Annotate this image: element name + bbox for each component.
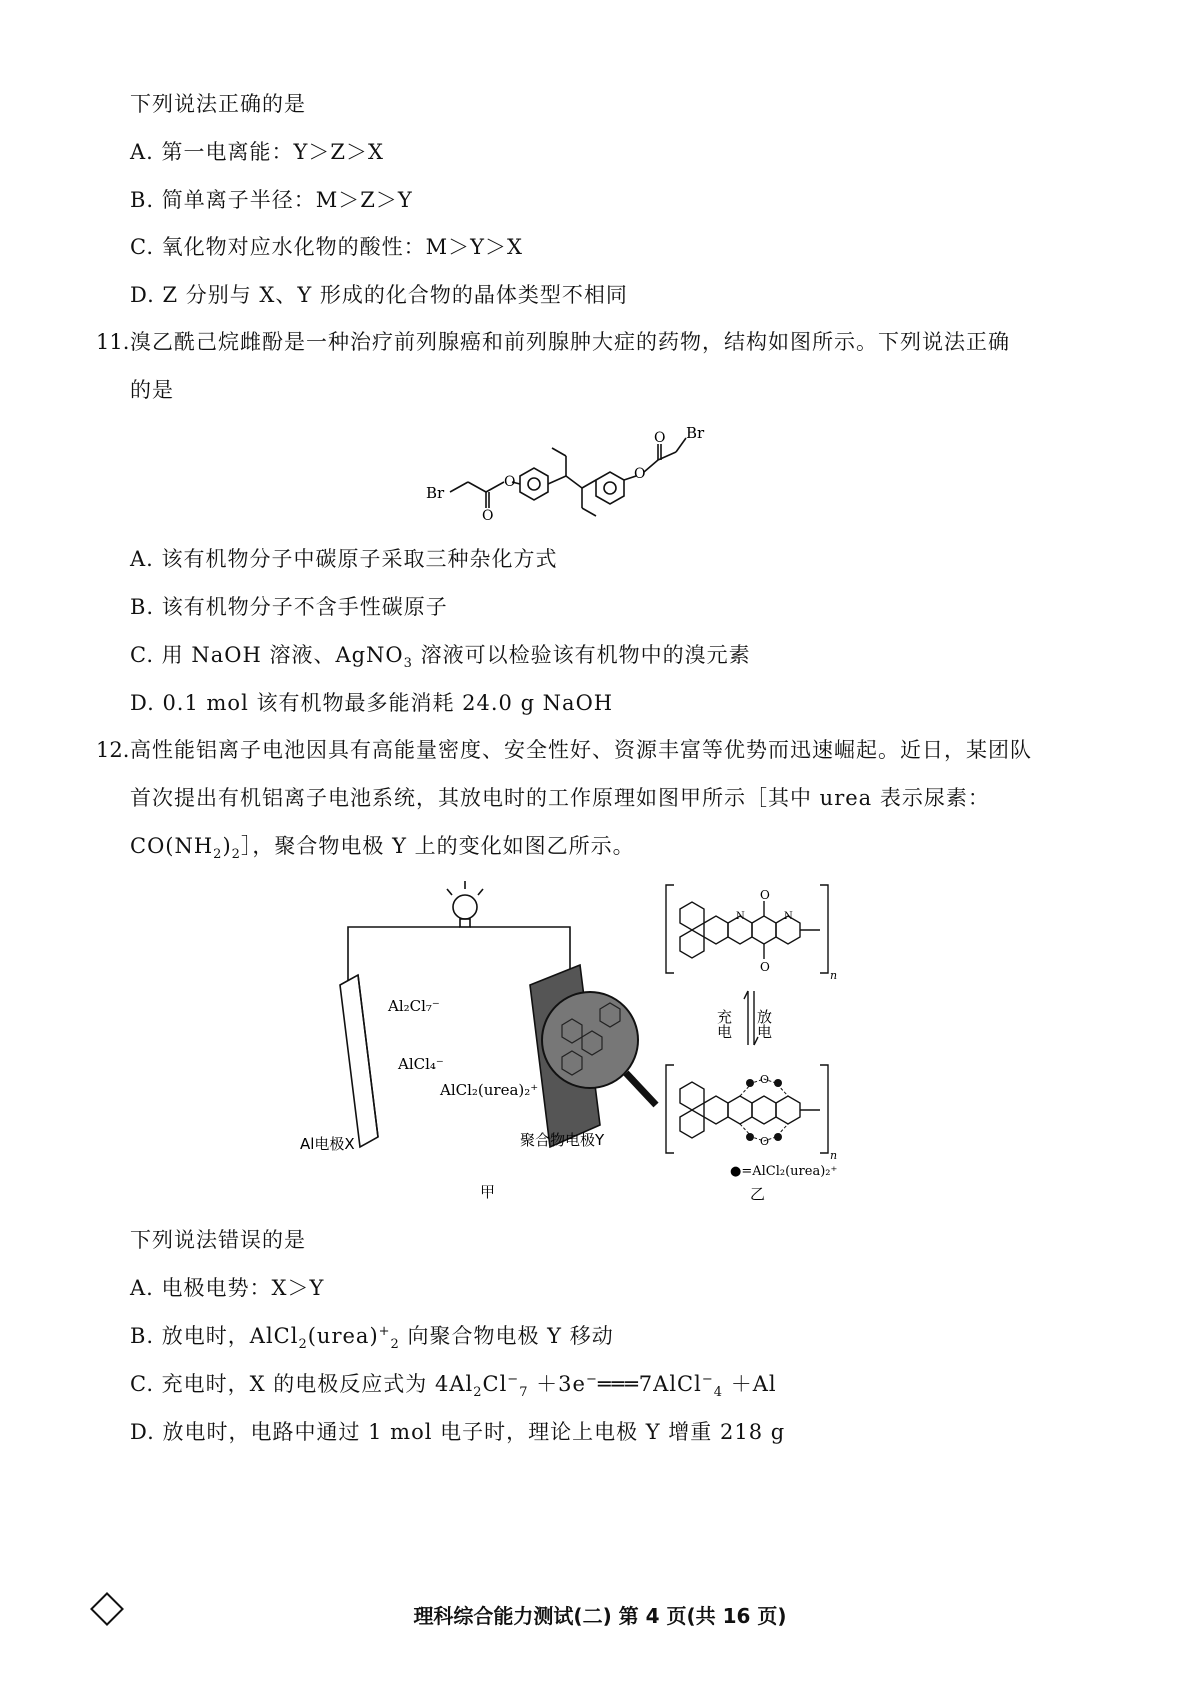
- bottom-o-label-2: O: [760, 1135, 770, 1148]
- q12-c-sub3: 4: [713, 1385, 724, 1401]
- q12-c-mid1: Cl: [482, 1372, 508, 1396]
- q12-figure-yi: [660, 875, 870, 1205]
- q11-stem-line1: 溴乙酰己烷雌酚是一种治疗前列腺癌和前列腺肿大症的药物，结构如图所示。下列说法正确: [130, 330, 1010, 354]
- q12-figure-jia: [300, 875, 680, 1215]
- q12-number: 12.: [96, 738, 130, 762]
- q11-o-label-4: O: [654, 430, 666, 446]
- q11-option-d: D. 0.1 mol 该有机物最多能消耗 24.0 g NaOH: [130, 691, 614, 715]
- q12-stem3-sub: 2: [213, 847, 223, 863]
- q12-stem3-pre: CO(NH: [130, 834, 214, 858]
- q12-b-sub2: 2: [390, 1337, 400, 1353]
- q12-c-sup3: −: [701, 1372, 714, 1387]
- q12-c-sup1: −: [507, 1372, 520, 1387]
- q11-molecule-structure: [420, 420, 720, 530]
- q11-o-label-2: O: [482, 508, 494, 524]
- q12-c-sub1: 2: [473, 1385, 483, 1401]
- top-n-label-2: N: [784, 911, 793, 922]
- q12-stem-end: 下列说法错误的是: [130, 1228, 306, 1252]
- q12-b-sub: 2: [298, 1337, 308, 1353]
- q12-c-post: ＋Al: [723, 1372, 777, 1396]
- q10-option-c: C. 氧化物对应水化物的酸性：M＞Y＞X: [130, 235, 523, 259]
- q11-option-c-sub: 3: [403, 656, 413, 672]
- q10-stem-end: 下列说法正确的是: [130, 92, 306, 116]
- q12-b-pre: B. 放电时，AlCl: [130, 1324, 299, 1348]
- q12-option-b: [130, 1322, 614, 1353]
- top-n-subscript: n: [830, 969, 838, 982]
- q11-stem-line2: 的是: [130, 378, 174, 402]
- page-footer: 理科综合能力测试(二) 第 4 页(共 16 页): [413, 1604, 787, 1628]
- figure-jia-caption: 甲: [480, 1183, 496, 1201]
- charge-label: 充电: [715, 1009, 733, 1039]
- top-o-label: O: [760, 888, 770, 902]
- figure-yi-caption: 乙: [750, 1185, 766, 1203]
- q10-option-d: D. Z 分别与 X、Y 形成的化合物的晶体类型不相同: [130, 283, 628, 307]
- electrode-y-label: 聚合物电极Y: [520, 1131, 605, 1149]
- q11-option-c-pre: C. 用 NaOH 溶液、AgNO: [130, 643, 404, 667]
- q12-b-mid: (urea): [307, 1324, 379, 1348]
- q12-stem3-mid: ): [222, 834, 232, 858]
- bottom-o-label: O: [760, 1073, 770, 1086]
- q11-o-label-3: O: [634, 466, 646, 482]
- top-n-label: N: [736, 911, 745, 922]
- q12-option-d: D. 放电时，电路中通过 1 mol 电子时，理论上电极 Y 增重 218 g: [130, 1420, 786, 1444]
- q12-option-a: A. 电极电势：X＞Y: [130, 1276, 325, 1300]
- q11-br-left-label: Br: [426, 484, 445, 502]
- legend-label: ●=AlCl₂(urea)₂⁺: [730, 1164, 838, 1179]
- ion-alcl2urea-label: AlCl₂(urea)₂⁺: [440, 1081, 539, 1099]
- q12-c-sup2: −: [585, 1372, 598, 1387]
- discharge-label: 放电: [755, 1009, 773, 1039]
- q11-number: 11.: [96, 330, 130, 354]
- q12-stem3-post: ］，聚合物电极 Y 上的变化如图乙所示。: [240, 834, 635, 858]
- q10-option-a: A. 第一电离能：Y＞Z＞X: [130, 140, 384, 164]
- q12-stem-line2: 首次提出有机铝离子电池系统，其放电时的工作原理如图甲所示［其中 urea 表示尿素：: [130, 786, 990, 810]
- q12-c-pre: C. 充电时，X 的电极反应式为 4Al: [130, 1372, 474, 1396]
- q12-stem3-sub2: 2: [231, 847, 241, 863]
- q12-c-mid3: ═══7AlCl: [597, 1372, 702, 1396]
- q12-option-c: [130, 1370, 777, 1401]
- al-electrode-x: [340, 975, 378, 1147]
- q11-br-right-label: Br: [686, 424, 705, 442]
- q11-o-label-1: O: [504, 474, 516, 490]
- q11-option-c-post: 溶液可以检验该有机物中的溴元素: [412, 643, 751, 667]
- q12-c-sub2: 7: [519, 1385, 529, 1401]
- bottom-n-subscript: n: [830, 1149, 838, 1162]
- q11-option-b: B. 该有机物分子不含手性碳原子: [130, 595, 448, 619]
- q10-option-b: B. 简单离子半径：M＞Z＞Y: [130, 188, 413, 212]
- q12-b-sup: +: [378, 1324, 391, 1339]
- q11-option-a: A. 该有机物分子中碳原子采取三种杂化方式: [130, 547, 558, 571]
- top-o-label-2: O: [760, 960, 770, 974]
- q12-stem-line3: [130, 832, 635, 863]
- q12-c-mid2: ＋3e: [528, 1372, 586, 1396]
- q11-option-c: [130, 641, 751, 672]
- light-bulb-icon: [447, 881, 483, 927]
- q12-stem-line1: 高性能铝离子电池因具有高能量密度、安全性好、资源丰富等优势而迅速崛起。近日，某团队: [130, 738, 1032, 762]
- ion-al2cl7-label: Al₂Cl₇⁻: [388, 997, 440, 1015]
- ion-alcl4-label: AlCl₄⁻: [398, 1055, 444, 1073]
- electrode-x-label: Al电极X: [300, 1135, 355, 1153]
- q12-b-post: 向聚合物电极 Y 移动: [399, 1324, 614, 1348]
